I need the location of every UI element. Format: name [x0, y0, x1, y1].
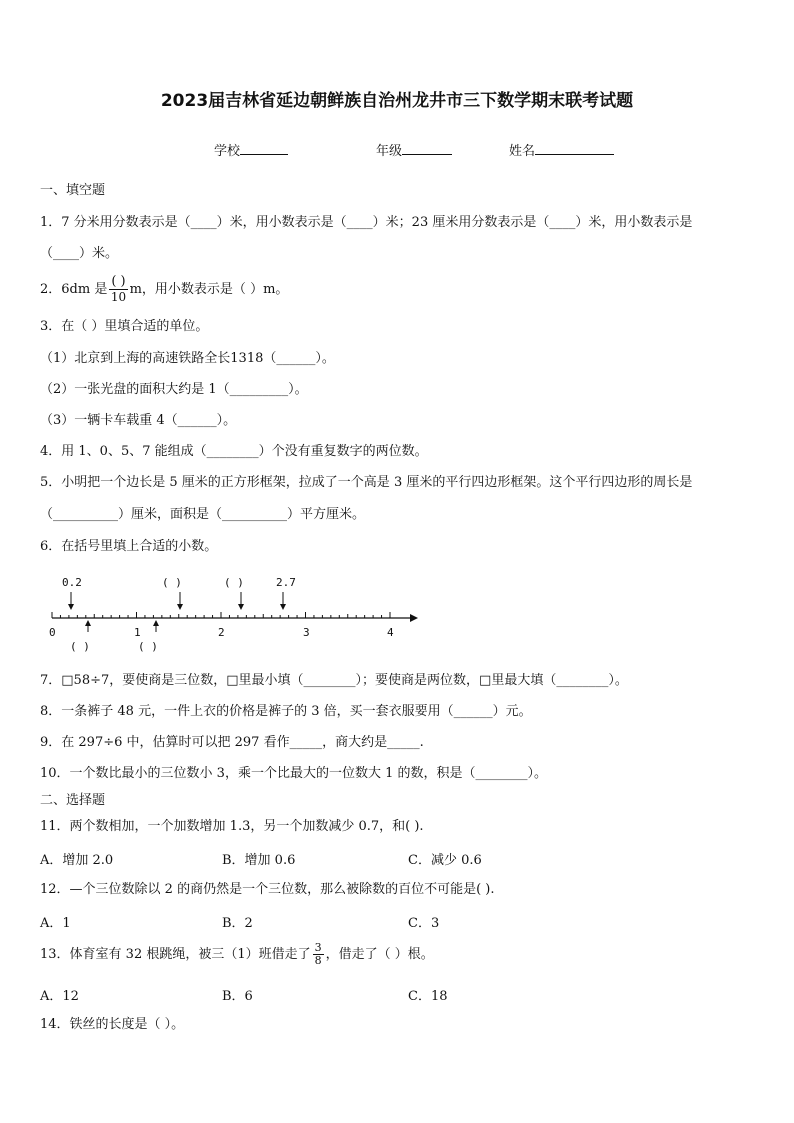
- question-12-stem: 12．—个三位数除以 2 的商仍然是一个三位数，那么被除数的百位不可能是( ).: [40, 882, 495, 897]
- question-1-line-2: （____）米。: [40, 246, 119, 261]
- axis-label-3: 3: [303, 626, 310, 639]
- grade-blank: [402, 141, 452, 155]
- page-title: 2023届吉林省延边朝鲜族自治州龙井市三下数学期末联考试题: [160, 91, 634, 111]
- question-13-option-c: C．18: [408, 989, 448, 1004]
- question-13-post: ，借走了（ ）根。: [325, 947, 434, 962]
- question-10: 10．一个数比最小的三位数小 3，乘一个比最大的一位数大 1 的数，积是（________）。: [40, 766, 547, 781]
- question-13-fraction: [313, 942, 324, 967]
- axis-label-1: 1: [134, 626, 141, 639]
- question-6-stem: 6．在括号里填上合适的小数。: [40, 539, 218, 554]
- question-11-option-a: A．增加 2.0: [40, 853, 114, 868]
- question-14: 14．铁丝的长度是（ ）。: [40, 1017, 185, 1032]
- question-8: 8．一条裤子 48 元，一件上衣的价格是裤子的 3 倍，买一套衣服要用（______）元。: [40, 704, 532, 719]
- question-2-fraction-denominator: 10: [110, 290, 127, 304]
- question-11-option-b: B．增加 0.6: [222, 853, 296, 868]
- question-13-option-a: A．12: [40, 989, 79, 1004]
- question-1-line-1: 1．7 分米用分数表示是（____）米，用小数表示是（____）米；23 厘米用分数表示是（____）米，用小数表示是: [40, 215, 693, 230]
- label-2-7: 2.7: [276, 576, 296, 589]
- axis-ticks: [52, 612, 390, 618]
- arrowhead-0-2: [68, 604, 74, 610]
- bottom-arrows: [88, 622, 156, 632]
- question-12-option-c: C．3: [408, 916, 440, 931]
- question-13-pre: 13．体育室有 32 根跳绳，被三（1）班借走了: [40, 947, 311, 962]
- question-13-fraction-numerator: 3: [314, 941, 322, 954]
- question-13-fraction-denominator: 8: [314, 954, 322, 967]
- name-field: [509, 140, 614, 159]
- school-field: [214, 140, 288, 159]
- arrowhead-bottom-2: [153, 620, 159, 626]
- axis-label-0: 0: [49, 626, 56, 639]
- name-label: 姓名: [509, 144, 536, 159]
- axis-label-2: 2: [218, 626, 225, 639]
- school-blank: [240, 141, 288, 155]
- label-0-2: 0.2: [62, 576, 82, 589]
- grade-label: 年级: [376, 144, 403, 159]
- question-3-stem: 3．在（ ）里填合适的单位。: [40, 319, 209, 334]
- question-3-item-1: （1）北京到上海的高速铁路全长1318（______）。: [40, 351, 335, 366]
- question-11-stem: 11．两个数相加，一个加数增加 1.3，另一个加数减少 0.7，和( ).: [40, 819, 424, 834]
- grade-field: [376, 140, 452, 159]
- question-3-item-2: （2）一张光盘的面积大约是 1（_________）。: [40, 382, 308, 397]
- axis-label-4: 4: [387, 626, 394, 639]
- question-9: 9．在 297÷6 中，估算时可以把 297 看作_____，商大约是_____.: [40, 735, 424, 750]
- question-3-item-3: （3）一辆卡车载重 4（______）。: [40, 413, 237, 428]
- top-arrows: [71, 592, 283, 608]
- label-blank-top-1: ( ): [162, 576, 182, 589]
- top-arrowheads: [68, 604, 286, 610]
- label-blank-bottom-2: ( ): [138, 640, 158, 653]
- question-7: 7．□58÷7，要使商是三位数，□里最小填（________）；要使商是两位数，□里最大填（________）。: [40, 673, 628, 688]
- question-5-line-1: 5．小明把一个边长是 5 厘米的正方形框架，拉成了一个高是 3 厘米的平行四边形框架。这个平行四边形的周长是: [40, 475, 693, 490]
- label-blank-top-2: ( ): [224, 576, 244, 589]
- section-fill-heading: 一、填空题: [40, 183, 106, 198]
- question-11-option-c: C．减少 0.6: [408, 853, 482, 868]
- question-13-stem: [40, 940, 434, 970]
- question-5-line-2: （__________）厘米，面积是（__________）平方厘米。: [40, 507, 366, 522]
- question-2-fraction-numerator: ( ): [111, 274, 126, 289]
- arrowhead-2-7: [280, 604, 286, 610]
- arrowhead-top-2: [238, 604, 244, 610]
- number-line: [40, 570, 440, 654]
- bottom-arrowheads: [85, 620, 159, 626]
- question-4: 4．用 1、0、5、7 能组成（________）个没有重复数字的两位数。: [40, 444, 428, 459]
- arrowhead-top-1: [177, 604, 183, 610]
- arrowhead-bottom-1: [85, 620, 91, 626]
- section-choice-heading: 二、选择题: [40, 793, 106, 808]
- question-2-post: m，用小数表示是（ ）m。: [129, 282, 289, 297]
- label-blank-bottom-1: ( ): [70, 640, 90, 653]
- question-12-option-a: A．1: [40, 916, 71, 931]
- question-2: [40, 274, 288, 306]
- axis-arrowhead: [410, 614, 418, 622]
- name-blank: [535, 141, 614, 155]
- question-12-option-b: B．2: [222, 916, 253, 931]
- question-2-pre: 2．6dm 是: [40, 282, 108, 297]
- question-2-fraction: [109, 275, 127, 304]
- question-13-option-b: B．6: [222, 989, 253, 1004]
- school-label: 学校: [214, 144, 241, 159]
